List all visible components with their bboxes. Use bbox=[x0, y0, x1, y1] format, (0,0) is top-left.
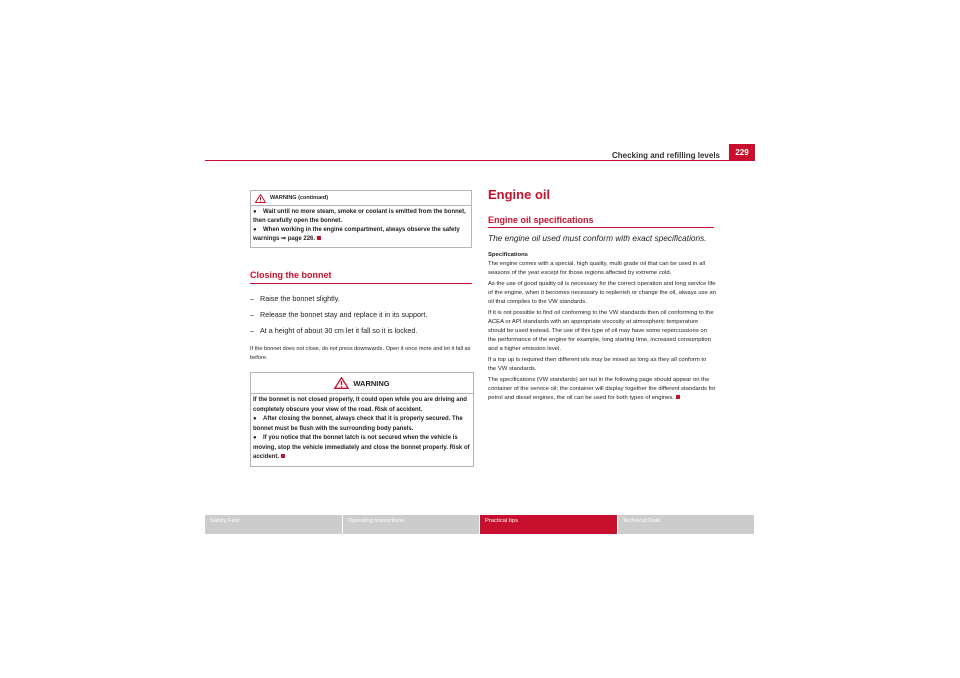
footer-nav bbox=[205, 515, 755, 534]
warning-intro: If the bonnet is not closed properly, it could open while you are driving and completely obscure your view of the road. Risk of accident. bbox=[253, 397, 467, 413]
warning-bullet: ● If you notice that the bonnet latch is not secured when the vehicle is moving, stop the vehicle immediately and close the bonnet properly. Risk of accident. bbox=[253, 435, 470, 460]
bullet-dot-icon: ● bbox=[253, 227, 257, 233]
bullet-dot-icon: ● bbox=[253, 209, 257, 215]
step-item: – Release the bonnet stay and replace it in its support. bbox=[250, 310, 428, 319]
warning-body bbox=[251, 394, 473, 466]
warning-continued-body bbox=[251, 206, 471, 247]
subtitle-rule bbox=[488, 227, 714, 228]
warning-continued-header bbox=[251, 191, 471, 206]
warning-bullet: ● After closing the bonnet, always check that it is properly secured. The bonnet must be flush with the surrounding body panels. bbox=[253, 416, 463, 432]
warning-header bbox=[251, 373, 473, 394]
closing-note: If the bonnet does not close, do not press downwards. Open it once more and let it fall as before. bbox=[250, 346, 471, 361]
bullet-dot-icon: ● bbox=[253, 416, 257, 422]
end-mark-icon bbox=[676, 395, 680, 399]
body-paragraph: If it is not possible to find oil conforming to the VW standards then oil conforming to the ACEA or API standards with an appropriate viscosity at atmospheric temperature should be used instead. The use of this type of oil may have some repercussions on the performance of the engine for example, long starting time, increased consumption and a higher emission level. bbox=[488, 310, 714, 352]
specifications-heading: Specifications bbox=[488, 252, 528, 258]
warning-title: WARNING bbox=[353, 378, 390, 388]
page-header-title: Checking and refilling levels bbox=[611, 151, 720, 160]
warning-triangle-icon bbox=[334, 377, 349, 389]
step-item: – Raise the bonnet slightly. bbox=[250, 294, 340, 303]
page-number: 229 bbox=[729, 144, 755, 161]
step-item: – At a height of about 30 cm let it fall so it is locked. bbox=[250, 326, 418, 335]
end-mark-icon bbox=[281, 454, 285, 458]
warning-triangle-icon bbox=[255, 194, 266, 203]
tab-practical-tips[interactable]: Practical tips bbox=[480, 515, 618, 534]
tab-operating-instructions[interactable]: Operating instructions bbox=[343, 515, 481, 534]
left-column bbox=[250, 190, 472, 248]
closing-bonnet-title: Closing the bonnet bbox=[250, 270, 332, 280]
warning-continued-title: WARNING (continued) bbox=[270, 194, 329, 201]
warning-continued-box bbox=[250, 190, 472, 248]
warning-continued-bullet: ● When working in the engine compartment, always observe the safety warnings ⇒ page 226. bbox=[253, 227, 460, 242]
engine-oil-lead: The engine oil used must conform with exact specifications. bbox=[488, 233, 707, 243]
warning-box bbox=[250, 372, 474, 467]
end-mark-icon bbox=[317, 236, 321, 240]
tab-safety-first[interactable]: Safety First bbox=[205, 515, 343, 534]
warning-continued-bullet: ● Wait until no more steam, smoke or coolant is emitted from the bonnet, then carefully open the bonnet. bbox=[253, 209, 466, 224]
header-rule bbox=[205, 160, 755, 161]
tab-technical-data[interactable]: Technical Data bbox=[618, 515, 756, 534]
closing-steps bbox=[250, 291, 472, 339]
engine-oil-title: Engine oil bbox=[488, 187, 551, 202]
body-paragraph: The specifications (VW standards) set out in the following page should appear on the container of the service oil; the container will display together the different standards for petrol and diesel engines, the oil can be used for both types of engines. bbox=[488, 377, 716, 401]
bullet-dot-icon: ● bbox=[253, 435, 257, 441]
engine-oil-subtitle: Engine oil specifications bbox=[488, 215, 594, 225]
body-paragraph: The engine comes with a special, high quality, multi grade oil that can be used in all seasons of the year except for those regions affected by extreme cold. bbox=[488, 261, 705, 276]
engine-oil-body bbox=[488, 251, 716, 405]
section-rule bbox=[250, 283, 472, 284]
body-paragraph: As the use of good quality oil is necessary for the correct operation and long service life of the engine, when it becomes necessary to replenish or change the oil, always use an oil that complies to the VW standards. bbox=[488, 281, 716, 305]
body-paragraph: If a top up is required then different oils may be mixed as long as they all conform to the VW standards. bbox=[488, 357, 707, 372]
